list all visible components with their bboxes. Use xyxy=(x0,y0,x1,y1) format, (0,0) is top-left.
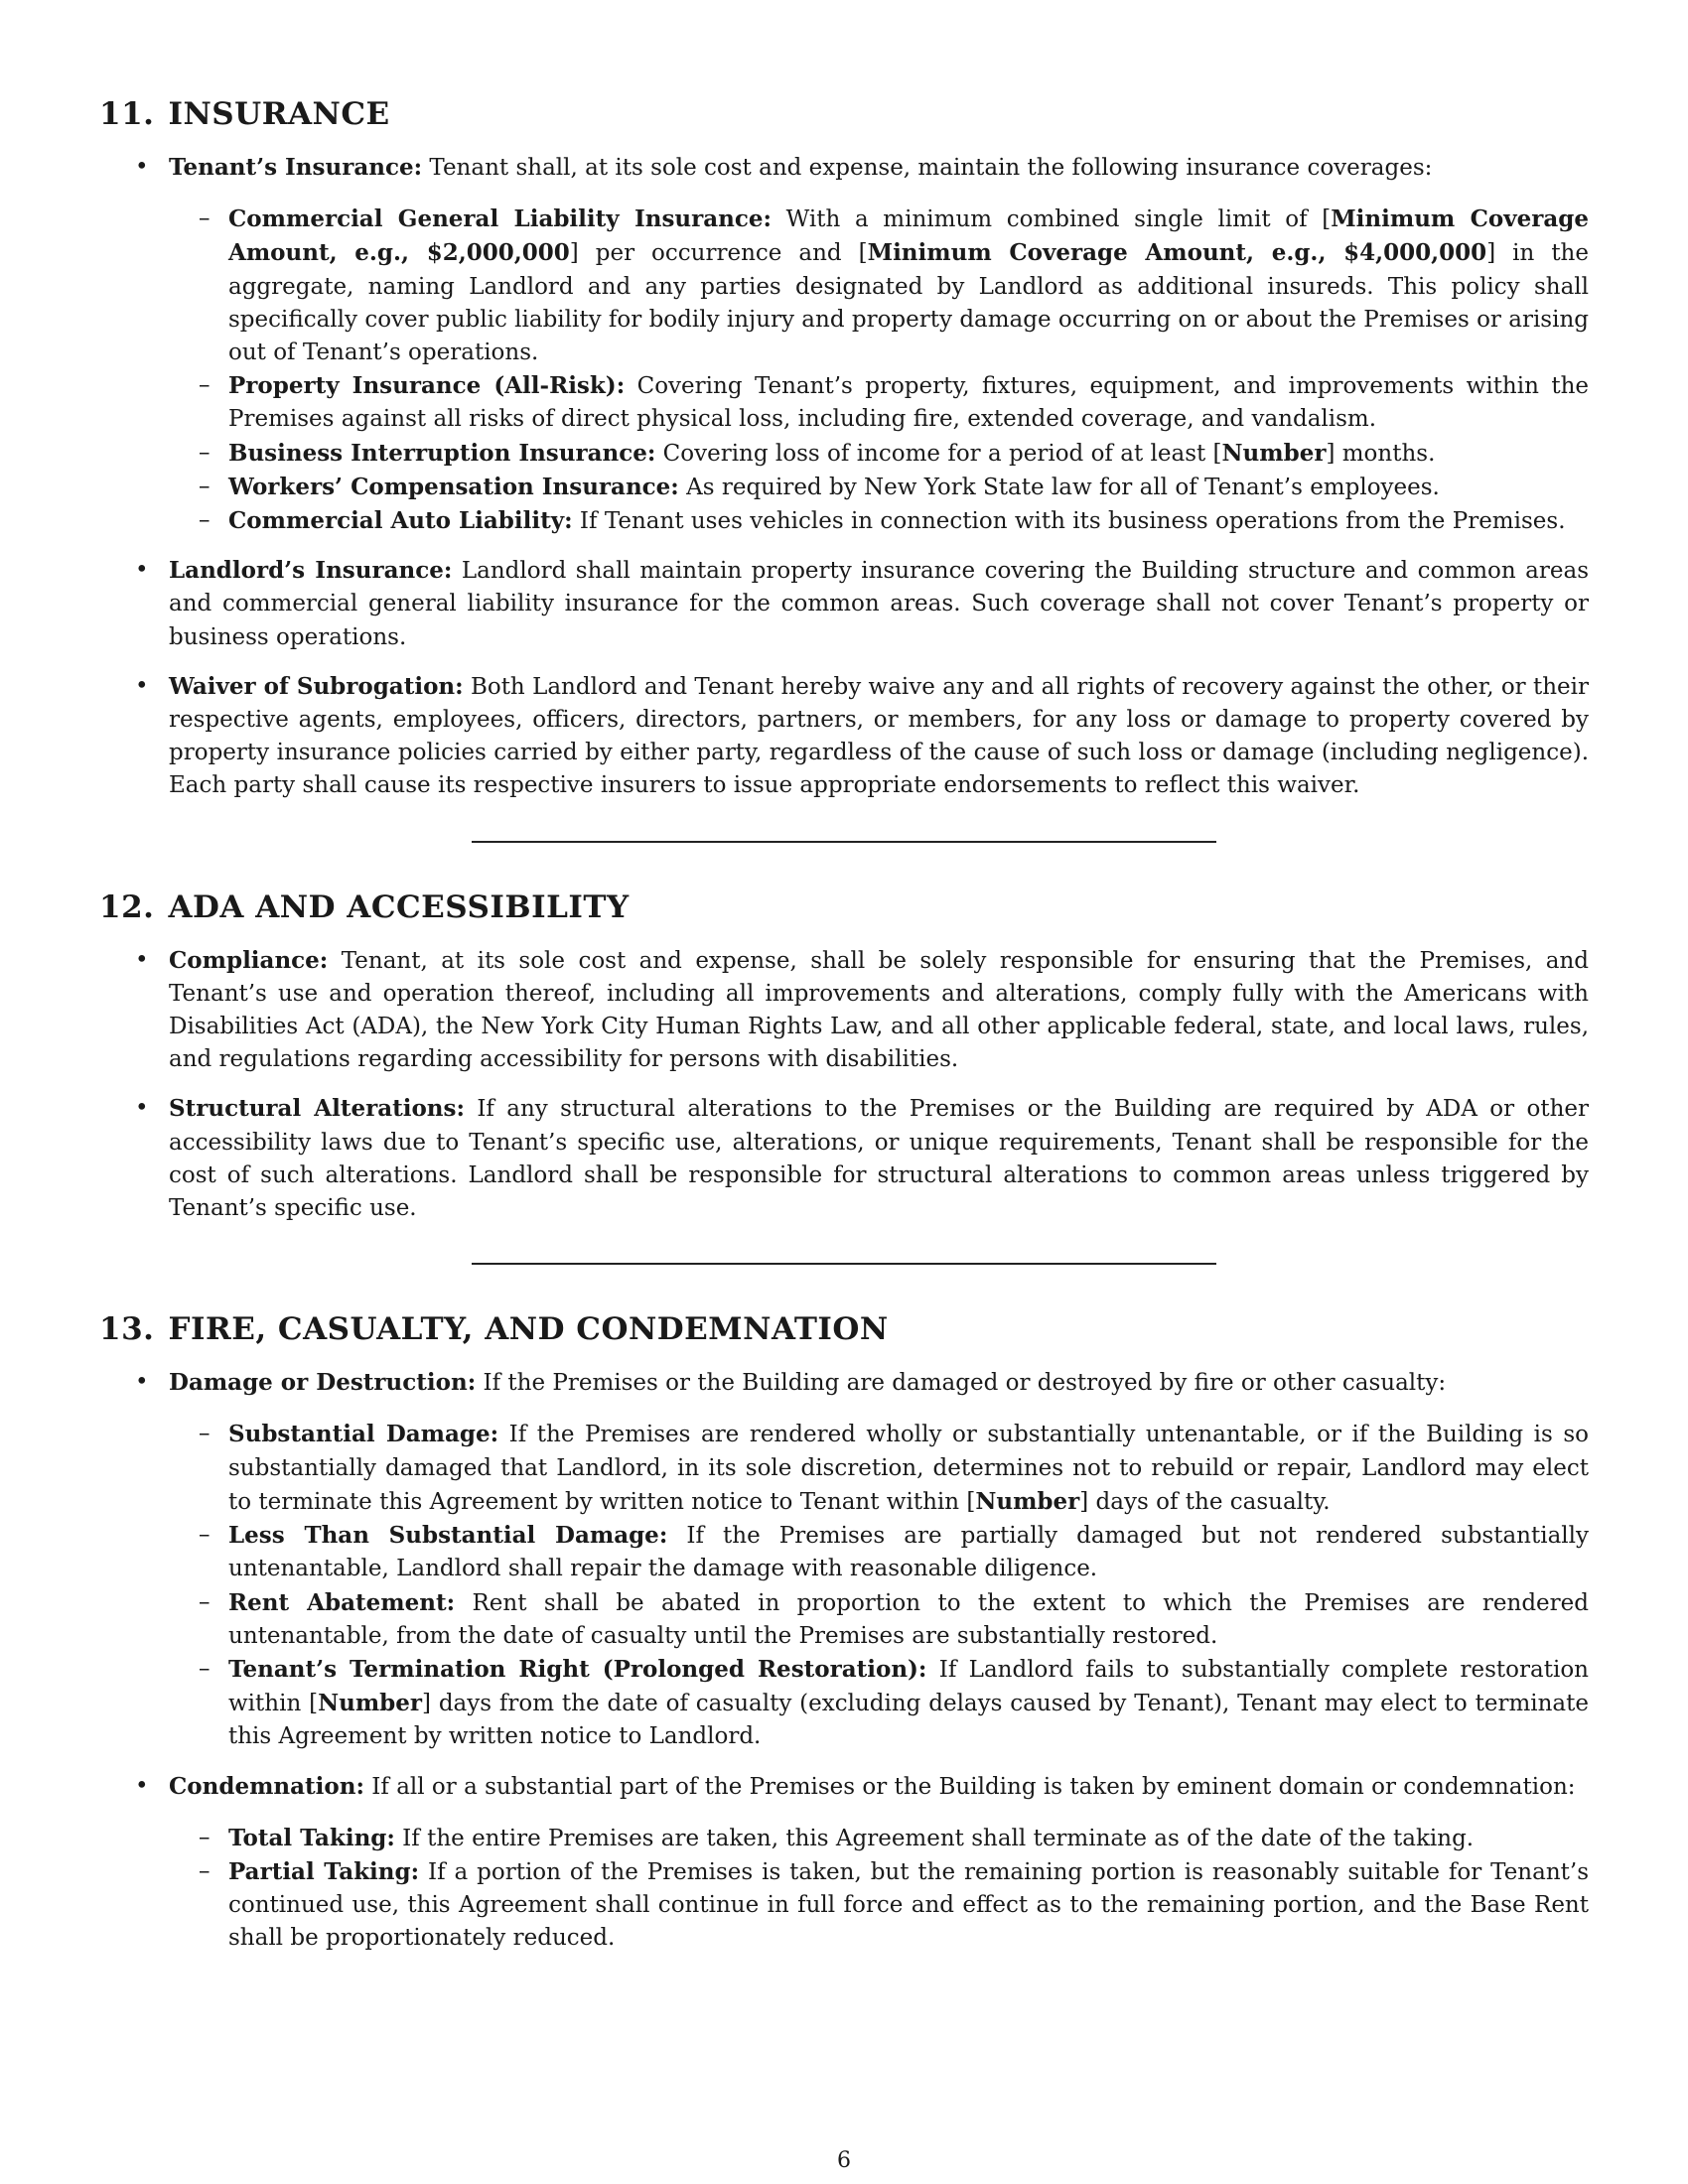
sub-item-label: Workers’ Compensation Insurance: xyxy=(228,473,679,500)
document-page xyxy=(99,91,1589,1972)
placeholder-amount: Minimum Coverage Amount, e.g., $4,000,000 xyxy=(867,239,1487,267)
section-insurance xyxy=(99,91,1589,803)
placeholder-amount: Minimum Coverage Amount, e.g., $2,000,000 xyxy=(228,205,1589,267)
sub-item-text: As required by New York State law for all of Tenant’s employees. xyxy=(678,474,1440,500)
sub-item-label: Commercial General Liability Insurance: xyxy=(228,205,772,233)
sub-list xyxy=(169,203,1589,538)
item-text: If all or a substantial part of the Premises or the Building is taken by eminent domain or condemnation: xyxy=(363,1773,1576,1800)
sub-item-text: If the Premises are rendered wholly or substantially untenantable, or if the Building is so substantially damaged that Landlord, in its sole discretion, determines not to rebuild or repair, Landlord may elect to terminate this Agreement by written notice to Tenant within [ xyxy=(228,1422,1589,1515)
sub-item-text: If a portion of the Premises is taken, but the remaining portion is reasonably suitable for Tenant’s continued use, this Agreement shall continue in full force and effect as to the remaining portion, and the Base Rent shall be proportionately reduced. xyxy=(228,1858,1589,1952)
item-label: Condemnation: xyxy=(169,1772,364,1800)
list-item-damage-or-destruction xyxy=(99,1366,1589,1753)
item-label: Damage or Destruction: xyxy=(169,1369,477,1397)
sub-item-label: Tenant’s Termination Right (Prolonged Restoration): xyxy=(228,1655,927,1683)
sub-item-label: Commercial Auto Liability: xyxy=(228,507,573,535)
section-number: 11. xyxy=(99,96,155,132)
item-label: Landlord’s Insurance: xyxy=(169,557,453,585)
item-text: Both Landlord and Tenant hereby waive any and all rights of recovery against the other, or their respective agents, employees, officers, directors, partners, or members, for any loss or damage to property covered by property insurance policies carried by either party, regardless of the cause of such loss or damage (including negligence). Each party shall cause its respective insurers to issue appropriate endorsements to reflect this waiver. xyxy=(169,673,1589,799)
item-label: Tenant’s Insurance: xyxy=(169,154,423,181)
sub-item-auto-liability xyxy=(169,504,1589,538)
placeholder-number: Number xyxy=(975,1487,1080,1515)
item-text: Tenant shall, at its sole cost and expense, maintain the following insurance coverages: xyxy=(422,155,1433,181)
placeholder-number: Number xyxy=(1221,439,1327,467)
item-label: Structural Alterations: xyxy=(169,1095,465,1123)
section-title: ADA AND ACCESSIBILITY xyxy=(168,888,630,925)
section-heading xyxy=(99,91,1589,137)
sub-item-text: Rent shall be abated in proportion to the extent to which the Premises are rendered untenantable, from the date of casualty until the Premises are substantially restored. xyxy=(228,1589,1589,1649)
bullet-list xyxy=(99,944,1589,1226)
list-item-landlords-insurance xyxy=(99,554,1589,654)
item-label: Compliance: xyxy=(169,946,329,974)
sub-item-rent-abatement xyxy=(169,1586,1589,1653)
sub-item-text: Covering Tenant’s property, fixtures, equipment, and improvements within the Premises against all risks of direct physical loss, including fire, extended coverage, and vandalism. xyxy=(228,373,1589,433)
sub-item-text: ] days from the date of casualty (excluding delays caused by Tenant), Tenant may elect to terminate this Agreement by written notice to Landlord. xyxy=(228,1691,1589,1750)
sub-list xyxy=(169,1418,1589,1753)
item-text: If the Premises or the Building are damaged or destroyed by fire or other casualty: xyxy=(476,1370,1447,1397)
sub-item-text: ] in the aggregate, naming Landlord and any parties designated by Landlord as additional insureds. This policy shall specifically cover public liability for bodily injury and property damage occurring on or about the Premises or arising out of Tenant’s operations. xyxy=(228,240,1589,366)
section-divider xyxy=(472,841,1216,843)
sub-item-label: Rent Abatement: xyxy=(228,1588,456,1616)
sub-item-partial-taking xyxy=(169,1855,1589,1956)
sub-list xyxy=(169,1822,1589,1956)
sub-item-label: Property Insurance (All-Risk): xyxy=(228,372,626,400)
sub-item-property xyxy=(169,369,1589,436)
section-divider xyxy=(472,1263,1216,1265)
sub-item-termination-right xyxy=(169,1653,1589,1754)
sub-item-business-interruption xyxy=(169,437,1589,471)
list-item-condemnation xyxy=(99,1770,1589,1956)
bullet-list xyxy=(99,1366,1589,1955)
sub-item-cgl xyxy=(169,203,1589,369)
item-text: If any structural alterations to the Premises or the Building are required by ADA or other accessibility laws due to Tenant’s specific use, alterations, or unique requirements, Tenant shall be responsible for the cost of such alterations. Landlord shall be responsible for structural alterations to common areas unless triggered by Tenant’s specific use. xyxy=(169,1096,1589,1222)
sub-item-workers-comp xyxy=(169,471,1589,504)
sub-item-label: Less Than Substantial Damage: xyxy=(228,1522,668,1550)
sub-item-text: ] per occurrence and [ xyxy=(569,240,868,267)
section-number: 12. xyxy=(99,888,155,925)
list-item-waiver-of-subrogation xyxy=(99,670,1589,803)
list-item-structural-alterations xyxy=(99,1092,1589,1225)
sub-item-text: With a minimum combined single limit of [ xyxy=(772,206,1332,233)
sub-item-text: If the entire Premises are taken, this Agreement shall terminate as of the date of the taking. xyxy=(394,1825,1475,1851)
list-item-tenants-insurance xyxy=(99,151,1589,538)
page-number: 6 xyxy=(837,2148,851,2173)
bullet-list xyxy=(99,151,1589,803)
placeholder-number: Number xyxy=(318,1690,423,1717)
sub-item-less-than-substantial xyxy=(169,1519,1589,1585)
sub-item-label: Substantial Damage: xyxy=(228,1421,499,1448)
sub-item-text: Covering loss of income for a period of at least [ xyxy=(655,440,1222,467)
list-item-compliance xyxy=(99,944,1589,1077)
item-text: Tenant, at its sole cost and expense, shall be solely responsible for ensuring that the Premises, and Tenant’s use and operation thereof, including all improvements and alterations, comply fully with the Americans with Disabilities Act (ADA), the New York City Human Rights Law, and all other applicable federal, state, and local laws, rules, and regulations regarding accessibility for persons with disabilities. xyxy=(169,947,1589,1073)
sub-item-total-taking xyxy=(169,1822,1589,1855)
section-title: FIRE, CASUALTY, AND CONDEMNATION xyxy=(168,1311,889,1348)
sub-item-text: ] days of the casualty. xyxy=(1079,1488,1331,1515)
sub-item-text: If Landlord fails to substantially complete restoration within [ xyxy=(228,1656,1589,1717)
section-number: 13. xyxy=(99,1311,155,1348)
sub-item-text: ] months. xyxy=(1326,440,1436,467)
sub-item-label: Total Taking: xyxy=(228,1824,395,1851)
section-heading xyxy=(99,885,1589,930)
section-ada xyxy=(99,885,1589,1226)
sub-item-substantial-damage xyxy=(169,1418,1589,1519)
section-fire-casualty xyxy=(99,1306,1589,1955)
section-title: INSURANCE xyxy=(168,96,390,132)
sub-item-label: Business Interruption Insurance: xyxy=(228,439,656,467)
sub-item-text: If Tenant uses vehicles in connection with its business operations from the Premises. xyxy=(572,508,1566,535)
item-text: Landlord shall maintain property insurance covering the Building structure and common areas and commercial general liability insurance for the common areas. Such coverage shall not cover Tenant’s property or business operations. xyxy=(169,558,1589,650)
section-heading xyxy=(99,1306,1589,1352)
sub-item-label: Partial Taking: xyxy=(228,1857,420,1885)
item-label: Waiver of Subrogation: xyxy=(169,672,464,700)
sub-item-text: If the Premises are partially damaged but not rendered substantially untenantable, Landlord shall repair the damage with reasonable diligence. xyxy=(228,1523,1590,1582)
